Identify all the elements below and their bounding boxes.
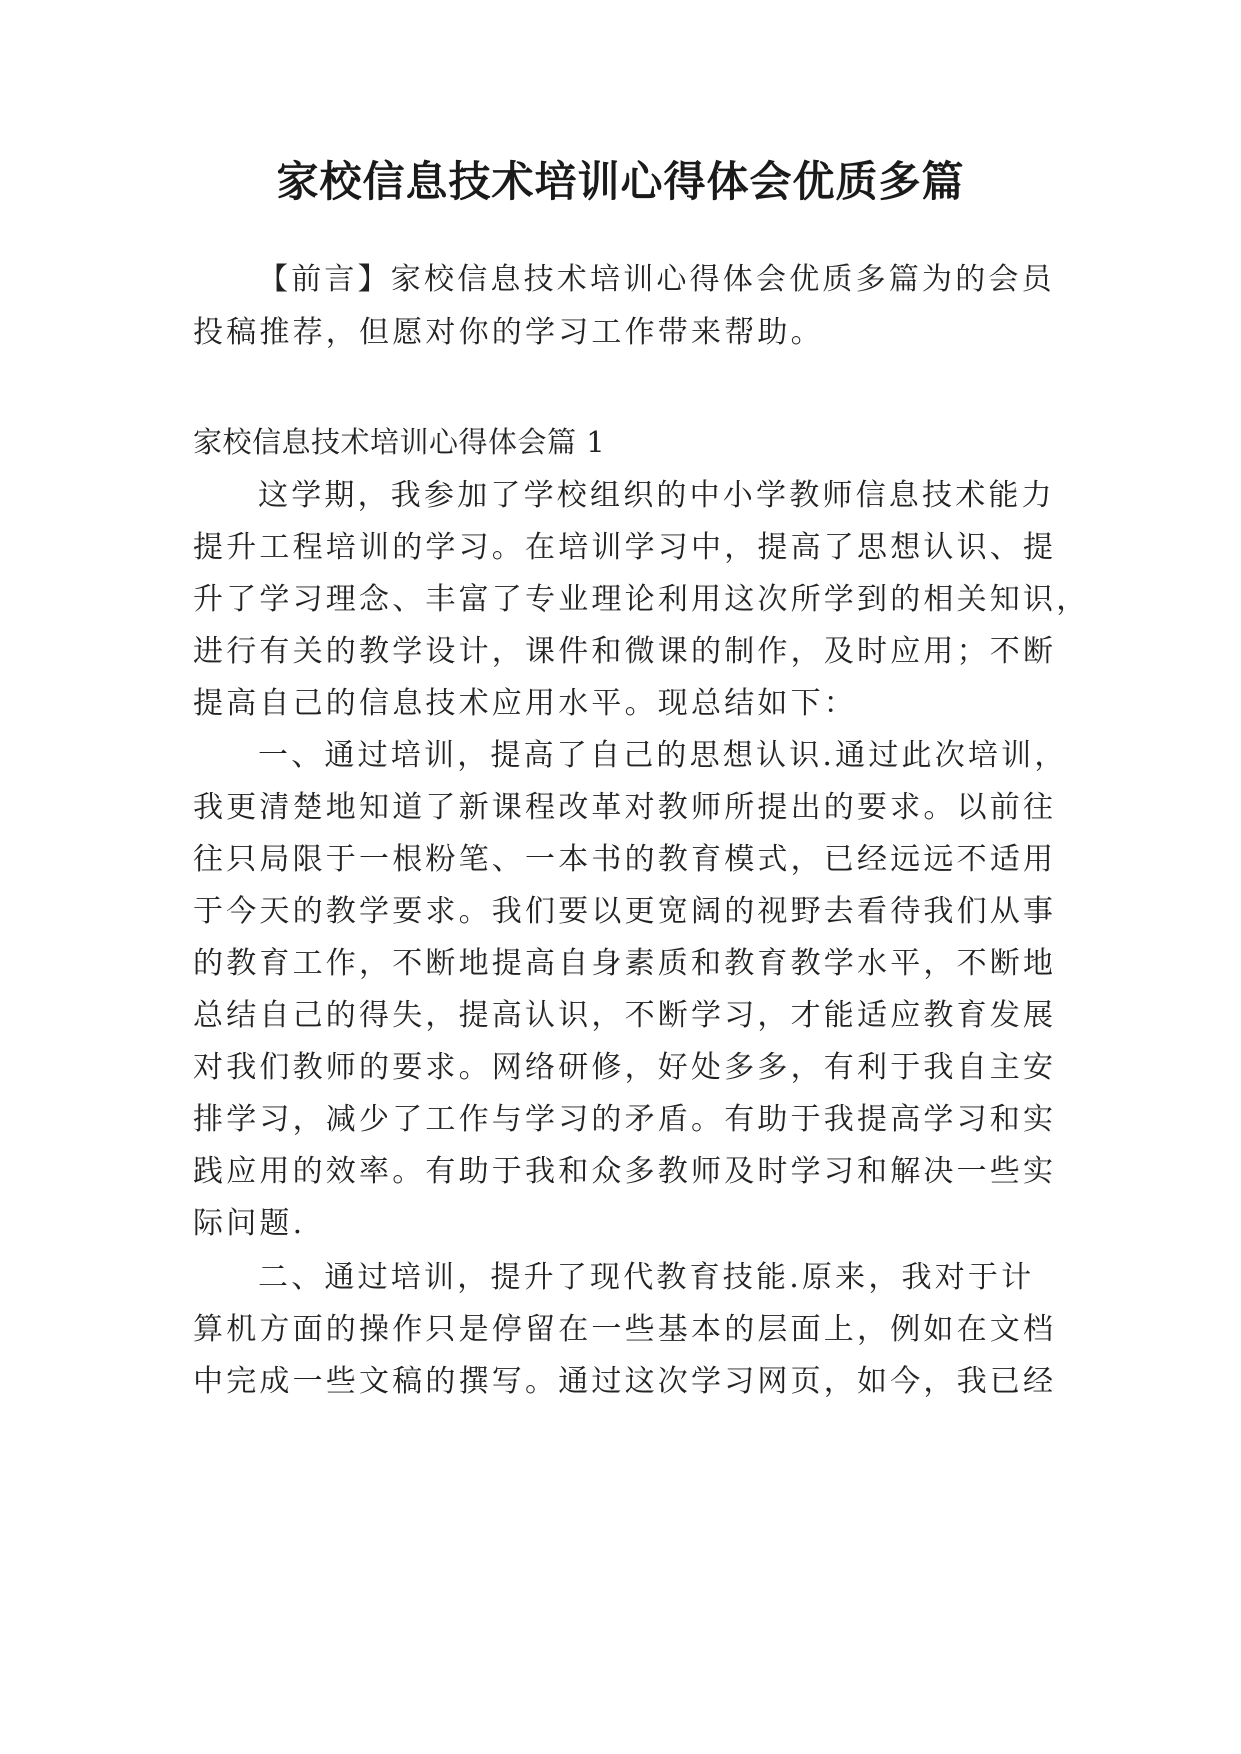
body-line: 一、通过培训，提高了自己的思想认识.通过此次培训， — [258, 738, 1068, 773]
body-line: 提升工程培训的学习。在培训学习中，提高了思想认识、提 — [193, 530, 1057, 565]
body-line: 对我们教师的要求。网络研修，好处多多，有利于我自主安 — [193, 1050, 1057, 1085]
body-line: 总结自己的得失，提高认识，不断学习，才能适应教育发展 — [193, 998, 1057, 1033]
body-line: 的教育工作，不断地提高自身素质和教育教学水平，不断地 — [193, 946, 1057, 981]
body-line: 这学期，我参加了学校组织的中小学教师信息技术能力 — [258, 478, 1055, 513]
body-line: 往只局限于一根粉笔、一本书的教育模式，已经远远不适用 — [193, 842, 1057, 877]
body-line: 算机方面的操作只是停留在一些基本的层面上，例如在文档 — [193, 1312, 1057, 1347]
body-line: 提高自己的信息技术应用水平。现总结如下： — [193, 686, 857, 721]
body-line: 二、通过培训，提升了现代教育技能.原来，我对于计 — [258, 1260, 1035, 1295]
document-title: 家校信息技术培训心得体会优质多篇 — [276, 157, 965, 206]
body-line: 我更清楚地知道了新课程改革对教师所提出的要求。以前往 — [193, 790, 1057, 825]
preface-line: 投稿推荐，但愿对你的学习工作带来帮助。 — [193, 315, 824, 350]
body-line: 践应用的效率。有助于我和众多教师及时学习和解决一些实 — [193, 1154, 1057, 1189]
preface-line: 【前言】家校信息技术培训心得体会优质多篇为的会员 — [258, 262, 1055, 297]
body-line: 中完成一些文稿的撰写。通过这次学习网页，如今，我已经 — [193, 1364, 1057, 1399]
body-line: 升了学习理念、丰富了专业理论利用这次所学到的相关知识， — [193, 582, 1090, 617]
section-heading: 家校信息技术培训心得体会篇 1 — [193, 425, 606, 459]
body-line: 进行有关的教学设计，课件和微课的制作，及时应用；不断 — [193, 634, 1057, 669]
body-line: 际问题. — [193, 1206, 306, 1241]
body-line: 于今天的教学要求。我们要以更宽阔的视野去看待我们从事 — [193, 894, 1057, 929]
body-line: 排学习，减少了工作与学习的矛盾。有助于我提高学习和实 — [193, 1102, 1057, 1137]
